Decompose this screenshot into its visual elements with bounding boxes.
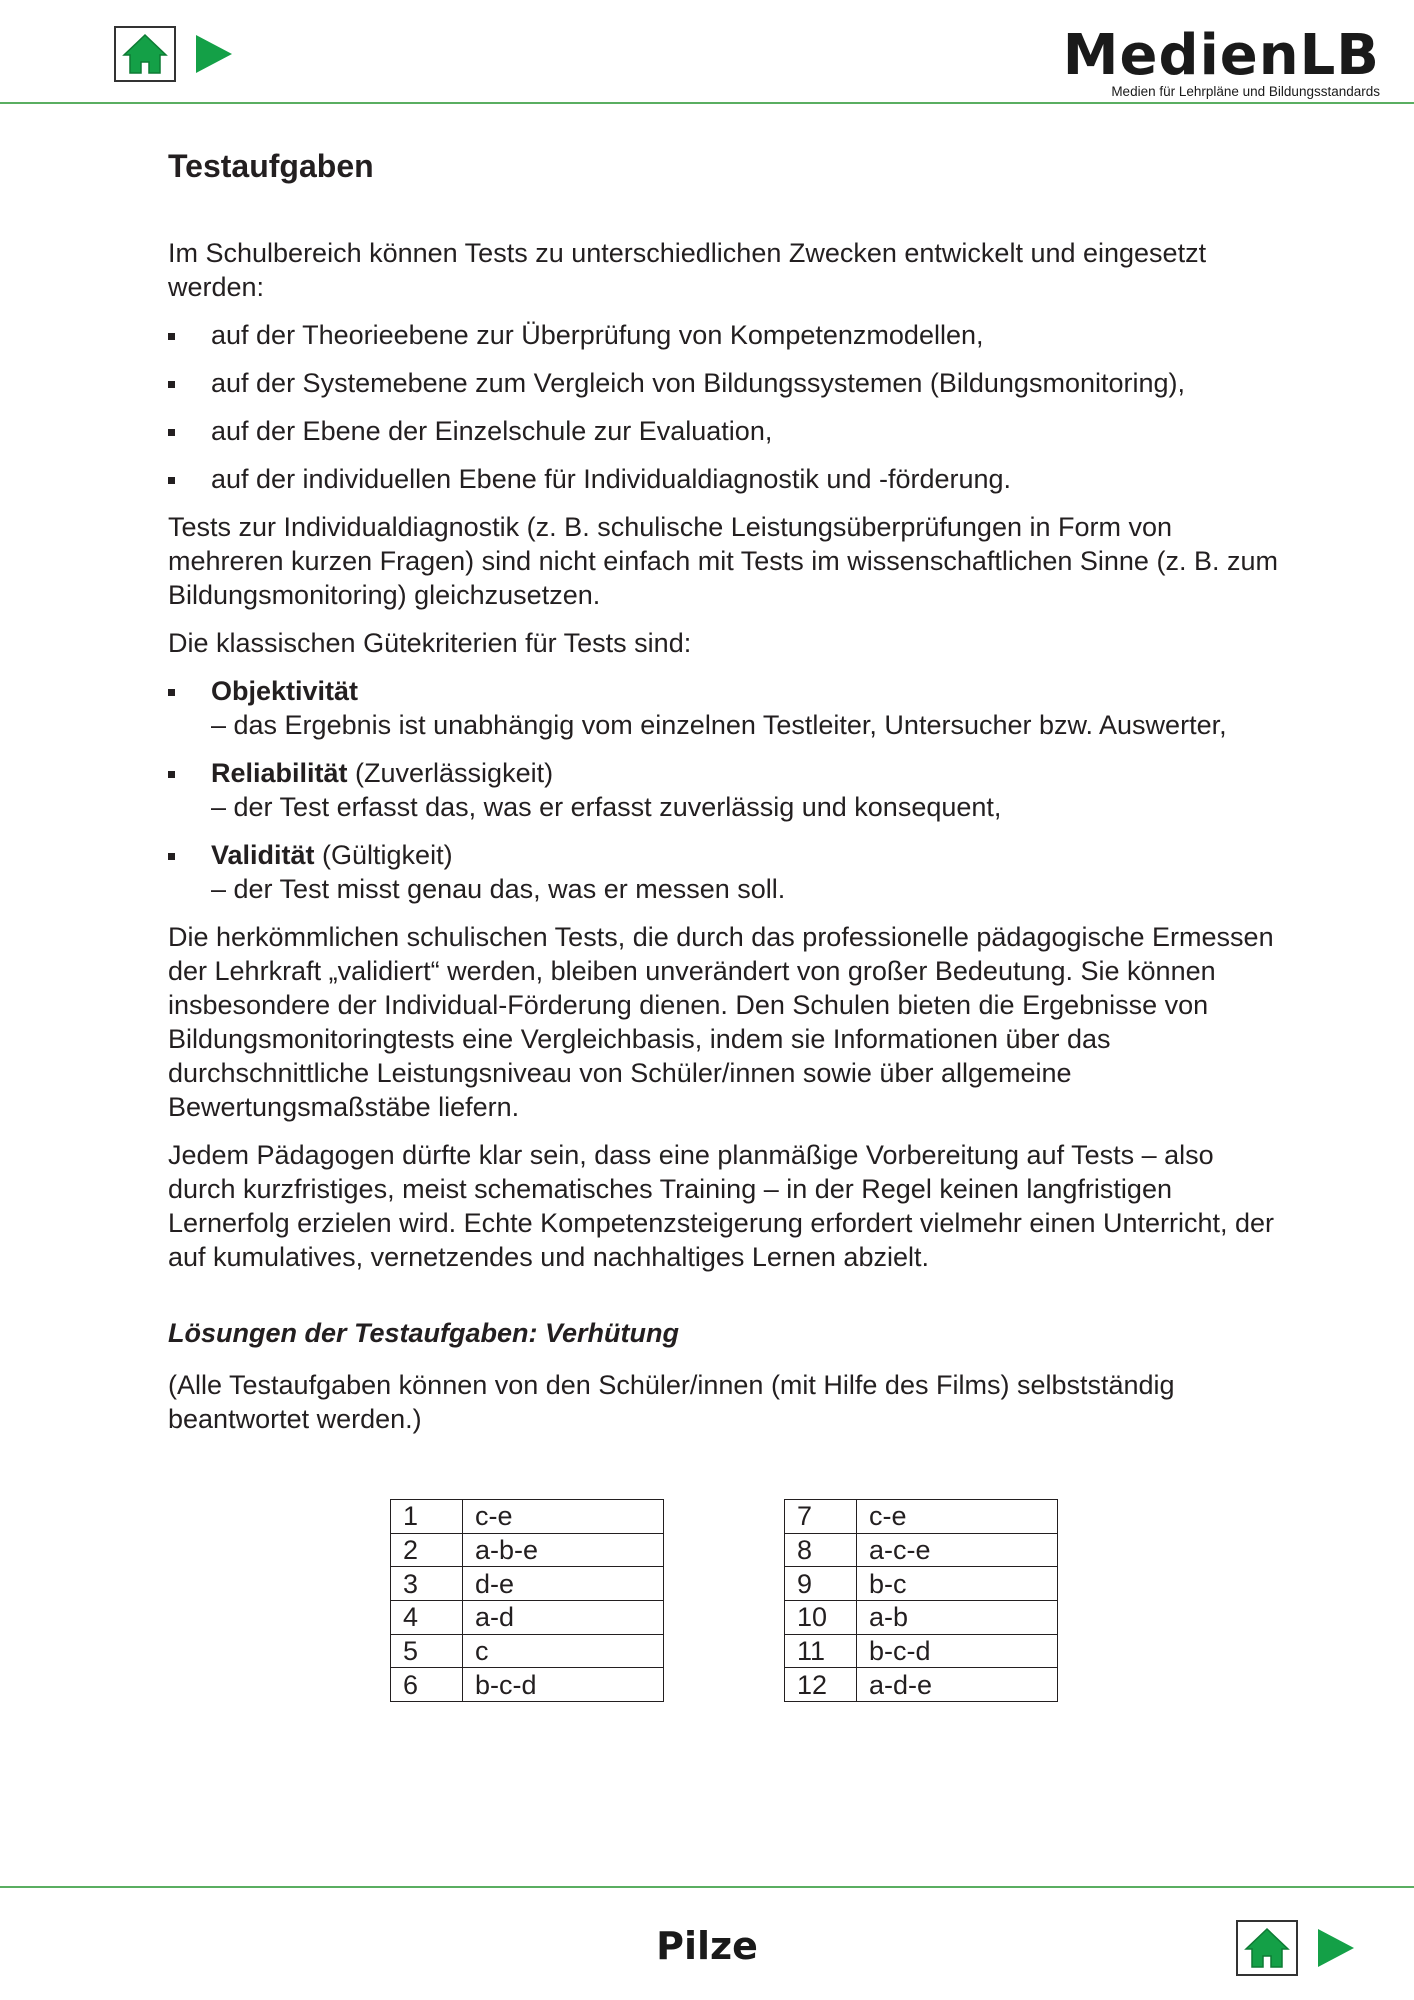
criterion-extra: (Zuverlässigkeit) [347,758,554,788]
answer-cell: c-e [463,1500,664,1534]
table-row [391,1567,664,1601]
answer-cell: b-c [857,1567,1058,1601]
list-item: auf der Systemebene zum Vergleich von Bildungssystemen (Bildungsmonitoring), [168,366,1278,400]
table-row [785,1668,1058,1702]
question-number: 5 [391,1634,463,1668]
question-number: 7 [785,1500,857,1534]
logo-main-text: Medien [1062,23,1300,88]
list-item: auf der Theorieebene zur Überprüfung von Kompetenzmodellen, [168,318,1278,352]
next-page-button[interactable] [192,32,236,76]
criterion-term: Reliabilität [211,758,348,788]
table-row [391,1634,664,1668]
traditional-tests-paragraph: Die herkömmlichen schulischen Tests, die durch das professionelle pädagogische Ermessen der Lehrkraft „validiert“ werden, bleiben unverändert von großer Bedeutung. Sie können insbesondere der Individual-Förderung dienen. Den Schulen bieten die Ergebnisse von Bildungsmonitoringtests eine Vergleichbasis, indem sie Informationen über das durchschnittliche Leistungsniveau von Schüler/innen sowie über allgemeine Bewertungsmaßstäbe liefern. [168,922,1274,1122]
criteria-intro: Die klassischen Gütekriterien für Tests sind: [168,628,692,658]
main-content [168,146,1278,1450]
question-number: 4 [391,1601,463,1635]
purposes-list [168,318,1278,496]
logo-lb-text: LB [1299,23,1380,88]
criterion-reliability [168,756,1278,824]
table-row [785,1500,1058,1534]
criterion-validity [168,838,1278,906]
solutions-heading: Lösungen der Testaufgaben: Verhütung [168,1318,680,1348]
page-title: Testaufgaben [168,148,374,184]
answers-table-right [784,1499,1058,1702]
table-row [391,1668,664,1702]
medienlb-logo [1062,23,1380,100]
table-row [391,1601,664,1635]
intro-paragraph: Im Schulbereich können Tests zu unterschiedlichen Zwecken entwickelt und eingesetzt werden: [168,238,1207,302]
question-number: 3 [391,1567,463,1601]
table-row [785,1634,1058,1668]
footer-title: Pilze [656,1924,758,1968]
preparation-paragraph: Jedem Pädagogen dürfte klar sein, dass eine planmäßige Vorbereitung auf Tests – also durch kurzfristiges, meist schematisches Training – in der Regel keinen langfristigen Lernerfolg erzielen wird. Echte Kompetenzsteigerung erfordert vielmehr einen Unterricht, der auf kumulatives, vernetzendes und nachhaltiges Lernen abzielt. [168,1140,1275,1272]
individual-diagnostics-paragraph: Tests zur Individualdiagnostik (z. B. schulische Leistungsüberprüfungen in Form von mehreren kurzen Fragen) sind nicht einfach mit Tests im wissenschaftlichen Sinne (z. B. zum Bildungsmonitoring) gleichzusetzen. [168,512,1278,610]
question-number: 9 [785,1567,857,1601]
home-icon [122,33,168,75]
question-number: 11 [785,1634,857,1668]
home-button[interactable] [114,26,176,82]
answer-cell: a-b [857,1601,1058,1635]
criterion-description: – das Ergebnis ist unabhängig vom einzelnen Testleiter, Untersucher bzw. Auswerter, [211,710,1227,740]
home-icon [1244,1927,1290,1969]
table-row [391,1500,664,1534]
question-number: 1 [391,1500,463,1534]
question-number: 2 [391,1533,463,1567]
list-item: auf der Ebene der Einzelschule zur Evaluation, [168,414,1278,448]
table-row [391,1533,664,1567]
page-header [0,0,1414,104]
solutions-note: (Alle Testaufgaben können von den Schüler/innen (mit Hilfe des Films) selbstständig beantwortet werden.) [168,1370,1175,1434]
question-number: 6 [391,1668,463,1702]
logo-title [1062,23,1380,88]
answer-cell: a-d-e [857,1668,1058,1702]
play-arrow-icon [192,32,236,76]
table-row [785,1601,1058,1635]
answer-tables [390,1499,1070,1703]
answer-cell: a-d [463,1601,664,1635]
answer-cell: c-e [857,1500,1058,1534]
page-footer [0,1886,1414,2000]
criterion-description: – der Test erfasst das, was er erfasst zuverlässig und konsequent, [211,792,1002,822]
play-arrow-icon [1314,1926,1358,1970]
answer-cell: d-e [463,1567,664,1601]
criterion-term: Objektivität [211,676,359,706]
question-number: 10 [785,1601,857,1635]
answers-table-left [390,1499,664,1702]
question-number: 12 [785,1668,857,1702]
answer-cell: a-b-e [463,1533,664,1567]
criteria-list [168,674,1278,906]
table-row [785,1567,1058,1601]
criterion-objectivity [168,674,1278,742]
answer-cell: b-c-d [463,1668,664,1702]
answer-cell: c [463,1634,664,1668]
logo-subtitle: Medien für Lehrpläne und Bildungsstandards [1111,84,1380,99]
criterion-term: Validität [211,840,315,870]
list-item: auf der individuellen Ebene für Individualdiagnostik und -förderung. [168,462,1278,496]
criterion-extra: (Gültigkeit) [314,840,453,870]
question-number: 8 [785,1533,857,1567]
table-row [785,1533,1058,1567]
home-button[interactable] [1236,1920,1298,1976]
answer-cell: a-c-e [857,1533,1058,1567]
answer-cell: b-c-d [857,1634,1058,1668]
next-page-button[interactable] [1314,1926,1358,1970]
criterion-description: – der Test misst genau das, was er messen soll. [211,874,786,904]
